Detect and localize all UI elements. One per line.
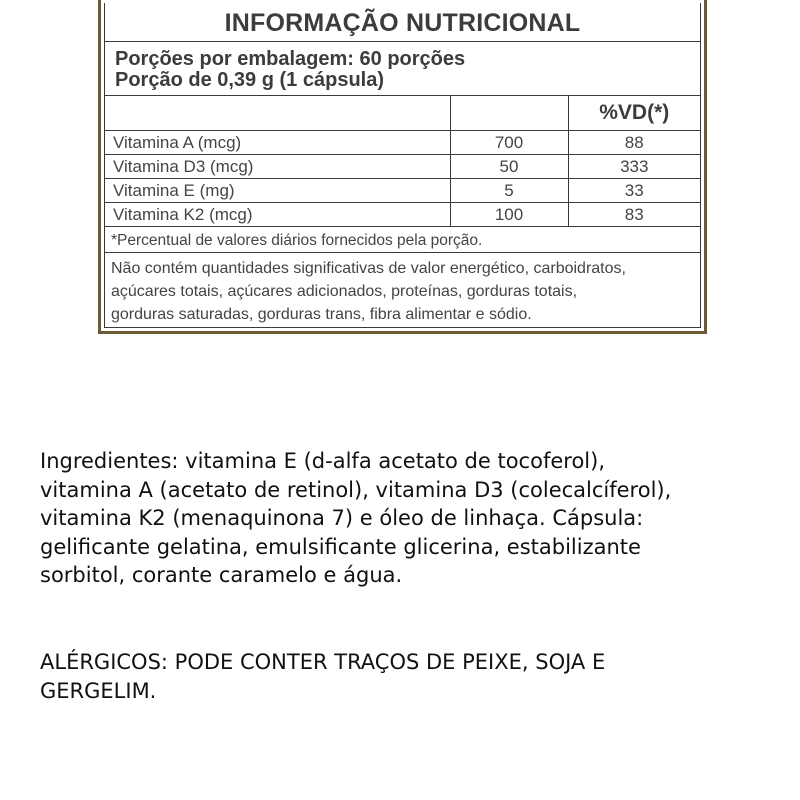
disclaimer-line: açúcares totais, açúcares adicionados, proteínas, gorduras totais, <box>111 283 578 300</box>
table-row <box>105 179 700 203</box>
table-header-row <box>105 96 700 131</box>
nutrition-label <box>98 0 707 334</box>
disclaimer-line: Não contém quantidades significativas de valor energético, carboidratos, <box>111 260 626 277</box>
vd-footnote: *Percentual de valores diários fornecidos pela porção. <box>105 227 700 253</box>
nutrient-amount: 5 <box>450 179 568 203</box>
nutrient-amount: 100 <box>450 203 568 227</box>
nutrient-vd: 83 <box>568 203 700 227</box>
ingredients-paragraph <box>40 447 780 590</box>
header-amount <box>450 96 568 131</box>
nutrient-amount: 50 <box>450 155 568 179</box>
ingredients-line: sorbitol, corante caramelo e água. <box>40 563 403 588</box>
portion-size: Porção de 0,39 g (1 cápsula) <box>115 69 384 91</box>
table-row <box>105 203 700 227</box>
nutrient-name: Vitamina K2 (mcg) <box>105 203 450 227</box>
portion-info <box>105 42 700 96</box>
nutrient-vd: 88 <box>568 131 700 155</box>
table-row <box>105 155 700 179</box>
header-vd: %VD(*) <box>568 96 700 131</box>
nutrient-name: Vitamina E (mg) <box>105 179 450 203</box>
table-row <box>105 131 700 155</box>
nutrition-table <box>105 96 700 227</box>
ingredients-line: vitamina K2 (menaquinona 7) e óleo de linhaça. Cápsula: <box>40 506 644 531</box>
allergens-line: GERGELIM. <box>40 678 157 703</box>
nutrient-vd: 333 <box>568 155 700 179</box>
disclaimer-line: gorduras saturadas, gorduras trans, fibra alimentar e sódio. <box>111 306 532 323</box>
ingredients-line: Ingredientes: vitamina E (d-alfa acetato de tocoferol), <box>40 449 605 473</box>
nutrition-title: INFORMAÇÃO NUTRICIONAL <box>105 3 700 42</box>
header-nutrient <box>105 96 450 131</box>
allergens-line: ALÉRGICOS: PODE CONTER TRAÇOS DE PEIXE, SOJA E <box>40 650 606 674</box>
ingredients-line: vitamina A (acetato de retinol), vitamina D3 (colecalcíferol), <box>40 477 672 502</box>
nutrient-vd: 33 <box>568 179 700 203</box>
disclaimer-text <box>105 253 700 326</box>
ingredients-line: gelificante gelatina, emulsificante glicerina, estabilizante <box>40 534 641 559</box>
allergens-paragraph <box>40 648 780 705</box>
nutrient-amount: 700 <box>450 131 568 155</box>
portions-per-package: Porções por embalagem: 60 porções <box>115 48 466 70</box>
nutrient-name: Vitamina A (mcg) <box>105 131 450 155</box>
nutrient-name: Vitamina D3 (mcg) <box>105 155 450 179</box>
nutrition-label-inner <box>104 3 701 328</box>
